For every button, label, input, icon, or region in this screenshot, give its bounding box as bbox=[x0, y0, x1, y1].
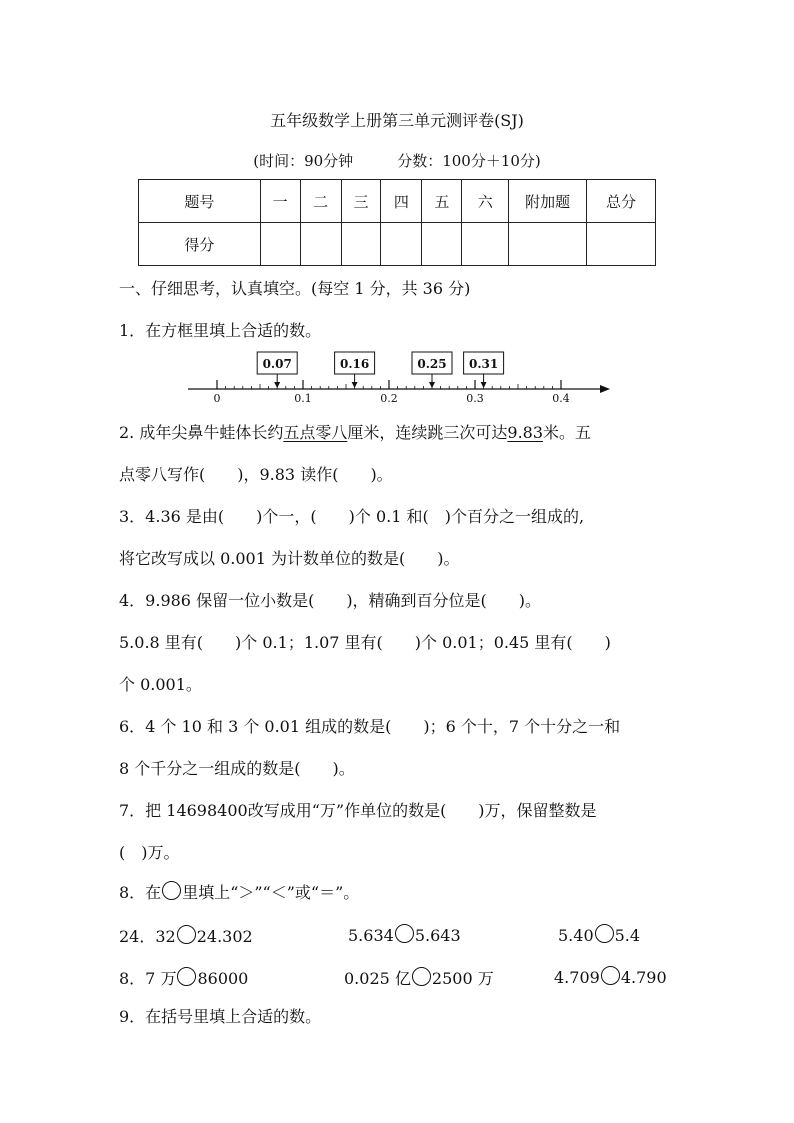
score-table-header-row bbox=[139, 180, 656, 223]
tick-label: 0.1 bbox=[294, 392, 312, 405]
page-title: 五年级数学上册第三单元测评卷(SJ) bbox=[270, 111, 524, 130]
header-cell: 二 bbox=[300, 180, 341, 223]
question-2-line-1 bbox=[119, 420, 591, 443]
q8-prefix: 8．在 bbox=[119, 883, 162, 902]
question-5-line-2: 个 0.001。 bbox=[119, 675, 202, 694]
question-2-line-2: 点零八写作( )，9.83 读作( )。 bbox=[119, 465, 393, 484]
compare-item bbox=[348, 924, 461, 945]
answer-box-value: 0.25 bbox=[417, 357, 447, 371]
time-limit: (时间：90分钟 bbox=[253, 152, 354, 170]
answer-box[interactable] bbox=[257, 352, 297, 388]
answer-box-value: 0.16 bbox=[339, 357, 370, 371]
compare-circle[interactable] bbox=[601, 966, 620, 985]
section-1-heading: 一、仔细思考，认真填空。(每空 1 分，共 36 分) bbox=[119, 279, 471, 298]
question-5-line-1: 5.0.8 里有( )个 0.1；1.07 里有( )个 0.01；0.45 里有( ) bbox=[119, 633, 611, 652]
score-cell[interactable] bbox=[300, 223, 341, 266]
total-score: 分数：100分＋10分) bbox=[397, 152, 541, 170]
q2-text-c: 米。五 bbox=[543, 423, 592, 442]
question-8 bbox=[119, 880, 359, 903]
comparison-circle-icon bbox=[162, 881, 181, 900]
number-line bbox=[180, 348, 620, 408]
score-cell[interactable] bbox=[260, 223, 300, 266]
score-cell[interactable] bbox=[341, 223, 381, 266]
header-cell: 四 bbox=[381, 180, 422, 223]
pointer-arrow-icon bbox=[429, 382, 435, 388]
answer-box[interactable] bbox=[335, 352, 375, 388]
compare-item bbox=[119, 966, 248, 989]
answer-box[interactable] bbox=[464, 352, 504, 388]
q2-text-a: 2. 成年尖鼻牛蛙体长约 bbox=[119, 423, 284, 442]
header-cell: 六 bbox=[462, 180, 509, 223]
exam-info bbox=[0, 150, 794, 171]
question-6-line-2: 8 个千分之一组成的数是( )。 bbox=[119, 759, 355, 778]
compare-circle[interactable] bbox=[595, 924, 614, 943]
question-1: 1．在方框里填上合适的数。 bbox=[119, 321, 322, 340]
compare-right: 2500 万 bbox=[431, 969, 494, 988]
question-7-line-2: ( )万。 bbox=[119, 843, 180, 862]
score-cell[interactable] bbox=[381, 223, 422, 266]
compare-left: 8．7 万 bbox=[119, 969, 177, 988]
compare-item bbox=[554, 966, 667, 987]
answer-box-value: 0.31 bbox=[468, 357, 499, 371]
pointer-arrow-icon bbox=[481, 382, 487, 388]
compare-item bbox=[119, 924, 253, 947]
compare-right: 86000 bbox=[197, 969, 249, 988]
q2-underlined-words: 五点零八 bbox=[283, 423, 348, 442]
compare-right: 5.643 bbox=[414, 926, 461, 945]
tick-label: 0.3 bbox=[466, 392, 484, 405]
header-cell: 题号 bbox=[139, 180, 261, 223]
compare-right: 5.4 bbox=[614, 926, 641, 945]
pointer-arrow-icon bbox=[274, 382, 280, 388]
score-cell[interactable] bbox=[587, 223, 656, 266]
compare-left: 0.025 亿 bbox=[344, 969, 411, 988]
header-cell: 三 bbox=[341, 180, 381, 223]
question-3-line-1: 3．4.36 是由( )个一，( )个 0.1 和( )个百分之一组成的, bbox=[119, 507, 585, 526]
score-row-label: 得分 bbox=[139, 223, 261, 266]
compare-left: 24．32 bbox=[119, 927, 176, 946]
question-3-line-2: 将它改写成以 0.001 为计数单位的数是( )。 bbox=[119, 549, 460, 568]
header-cell: 五 bbox=[422, 180, 462, 223]
score-cell[interactable] bbox=[462, 223, 509, 266]
compare-right: 4.790 bbox=[620, 968, 667, 987]
compare-left: 4.709 bbox=[554, 968, 600, 987]
question-4: 4．9.986 保留一位小数是( )，精确到百分位是( )。 bbox=[119, 591, 542, 610]
header-cell: 附加题 bbox=[509, 180, 587, 223]
score-table-score-row bbox=[139, 223, 656, 266]
header-cell: 总分 bbox=[587, 180, 656, 223]
compare-left: 5.40 bbox=[558, 926, 594, 945]
answer-box[interactable] bbox=[412, 352, 452, 388]
answer-box-value: 0.07 bbox=[262, 357, 292, 371]
compare-circle[interactable] bbox=[177, 967, 196, 986]
compare-right: 24.302 bbox=[196, 927, 253, 946]
compare-circle[interactable] bbox=[412, 967, 431, 986]
q8-suffix: 里填上“＞”“＜”或“＝”。 bbox=[182, 883, 360, 902]
tick-label: 0.4 bbox=[552, 392, 570, 405]
q2-text-b: 厘米，连续跳三次可达 bbox=[347, 423, 508, 442]
score-cell[interactable] bbox=[509, 223, 587, 266]
tick-label: 0 bbox=[213, 392, 221, 405]
pointer-arrow-icon bbox=[352, 382, 358, 388]
header-cell: 一 bbox=[260, 180, 300, 223]
score-table bbox=[138, 179, 656, 266]
compare-circle[interactable] bbox=[395, 924, 414, 943]
q2-underlined-number: 9.83 bbox=[507, 423, 544, 442]
question-6-line-1: 6．4 个 10 和 3 个 0.01 组成的数是( )；6 个十，7 个十分之一和 bbox=[119, 717, 621, 736]
arrow-head-icon bbox=[600, 385, 610, 393]
compare-item bbox=[344, 966, 494, 989]
compare-item bbox=[558, 924, 640, 945]
score-cell[interactable] bbox=[422, 223, 462, 266]
compare-left: 5.634 bbox=[348, 926, 394, 945]
question-7-line-1: 7．把 14698400改写成用“万”作单位的数是( )万，保留整数是 bbox=[119, 801, 597, 820]
compare-circle[interactable] bbox=[177, 925, 196, 944]
tick-label: 0.2 bbox=[380, 392, 398, 405]
question-9: 9．在括号里填上合适的数。 bbox=[119, 1007, 322, 1026]
